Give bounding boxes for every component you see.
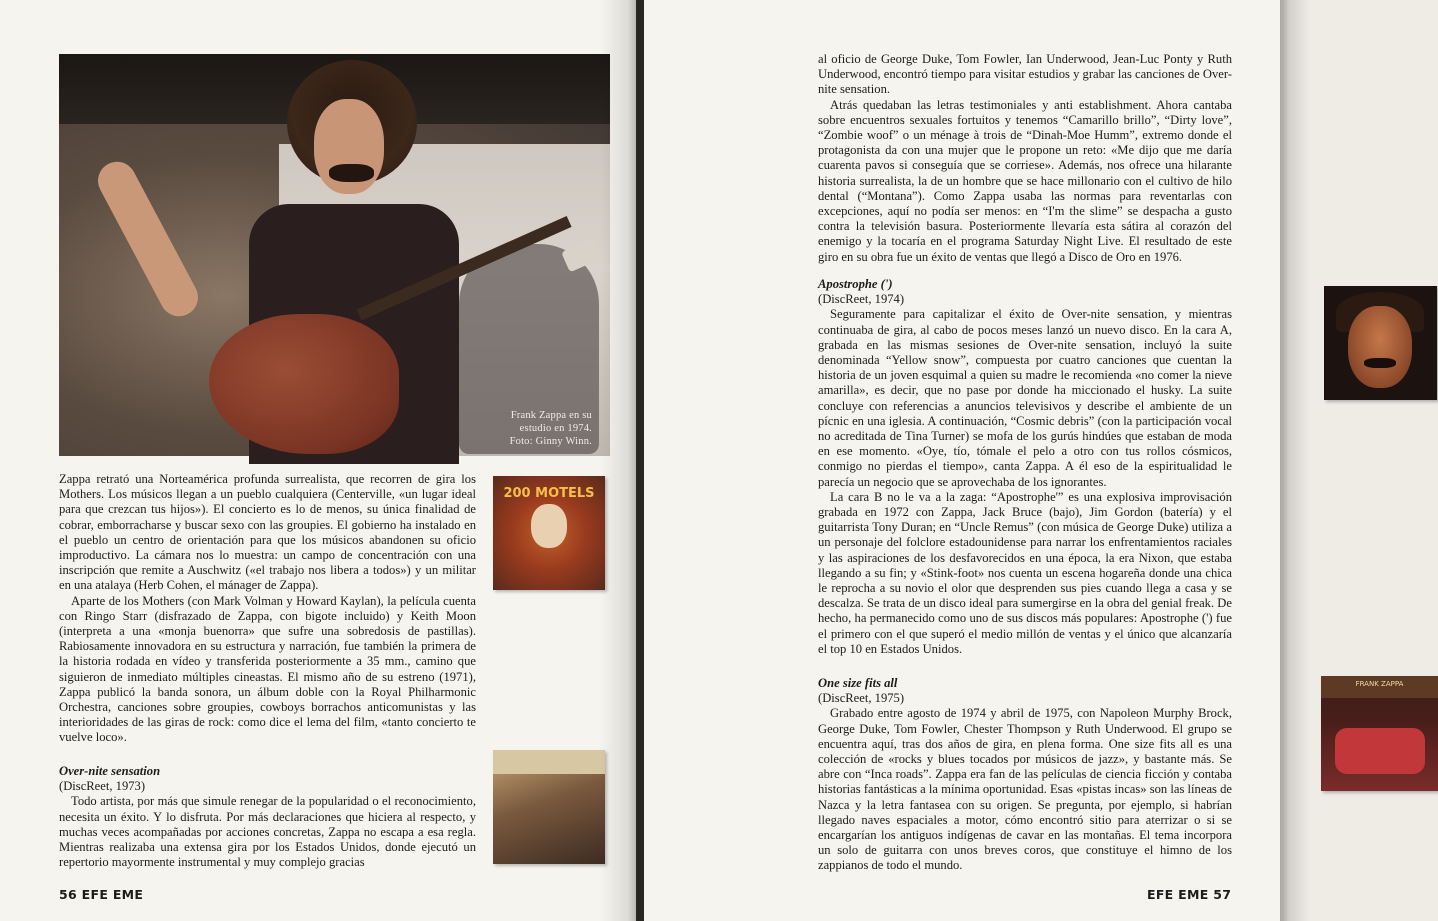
overnite-section <box>59 764 476 870</box>
continuation-paragraph: al oficio de George Duke, Tom Fowler, Ian Underwood, Jean-Luc Ponty y Ruth Underwood, encontró tiempo para visitar estudios y grabar las canciones de Over-nite sensation. <box>818 52 1232 97</box>
book-spine <box>636 0 644 921</box>
section-title: One size fits all <box>818 676 898 690</box>
right-continuation-text <box>818 52 1232 265</box>
album-cover-200-motels: 200 MOTELS <box>493 476 605 590</box>
left-page <box>0 0 640 921</box>
section-label: (DiscReet, 1973) <box>59 779 146 794</box>
section-paragraph: Todo artista, por más que simule renegar de la popularidad o el reconocimiento, necesita un éxito. Y lo disfruta. Por más declaraciones que hiciera al respecto, y muchas veces acompañadas por acciones concretas, Zappa no escapa a esa regla. Mientras realizaba una extensa gira por los Estados Unidos, donde ejecutó un repertorio mayormente instrumental y muy complejo gracias <box>59 794 476 870</box>
right-page <box>640 0 1404 921</box>
section-label: (DiscReet, 1975) <box>818 691 905 706</box>
page-number-left: 56 EFE EME <box>59 887 144 902</box>
section-paragraph: Seguramente para capitalizar el éxito de Over-nite sensation, y mientras continuaba de gira, al cabo de pocos meses lanzó un nuevo disco. En la cara A, grabada en las mismas sesiones de Over-nite sensation, incluyó la suite denominada “Yellow snow”, compuesta por cuatro canciones que cuentan la historia de un joven esquimal a quien su madre le recomienda «no comer la nieve amarilla», es decir, que no pase por donde ha miccionado el husky. La suite concluye con referencias a anuncios televisivos y describe el ambiente de un pícnic en una iglesia. A continuación, “Cosmic debris” (con la participación vocal no acreditada de Tina Turner) se mofa de los gurús hindúes que estaban de moda en ese momento. «Oye, tío, tómale el pelo a otro con tus rollos cósmicos, conmigo no pierdas el tiempo», canta Zappa. A él eso de la espiritualidad le parecía un negocio que se aprovechaba de los ignorantes. <box>818 307 1232 489</box>
section-label: (DiscReet, 1974) <box>818 292 905 307</box>
zappa-photo <box>59 54 610 456</box>
photo-caption: Frank Zappa en su estudio en 1974. Foto: Ginny Winn. <box>509 410 592 447</box>
apostrophe-section <box>818 277 1232 657</box>
section-paragraph: Grabado entre agosto de 1974 y abril de 1975, con Napoleon Murphy Brock, George Duke, Tom Fowler, Chester Thompson y Ruth Underwood. El grupo se encuentra aquí, tras dos años de gira, en plena forma. One size fits all es una colección de «rocks y blues tocados por músicos de jazz», y bastante más. Se abre con “Inca roads”. Zappa era fan de las películas de ciencia ficción y contaba historias fantásticas a la mínima oportunidad. Esas «pistas incas» son las líneas de Nazca y la letra fantasea con su origen. Se pregunta, por ejemplo, si habrían llegado naves espaciales a motor, cómo encontró sitio para aterrizar o si se encargarían los antiguos indígenas de cavar en las montañas. El tema incorpora un solo de guitarra con unos breves coros, que constituye el himno de los zappianos de todo el mundo. <box>818 706 1232 873</box>
section-paragraph: La cara B no le va a la zaga: “Apostrophe'” es una explosiva improvisación grabada en 1972 con Zappa, Jack Bruce (bajo), Jim Gordon (batería) y el guitarrista Tony Duran; en “Uncle Remus” (con música de George Duke) utiliza a un personaje del folclore estadounidense para narrar los enfrentamientos raciales y las aspiraciones de los desfavorecidos en una época, la era Nixon, que estaba llegando a su fin; y «Stink-foot» nos cuenta un escena hogareña donde una chica le reprocha a su novio el olor que desprenden sus pies cuando llega a casa y se descalza. Se trata de un disco ideal para sumergirse en la obra del genial freak. De hecho, ha permanecido como uno de sus discos más populares: Apostrophe (') fue el primero con el que superó el medio millón de ventas y el único que alcanzaría el top 10 en Estados Unidos. <box>818 489 1232 656</box>
intro-paragraph: Aparte de los Mothers (con Mark Volman y Howard Kaylan), la película cuenta con Ringo Starr (disfrazado de Zappa, con bigote incluido) y Keith Moon (interpreta a una «monja buenorra» que sufre una sobredosis de pastillas). Rabiosamente innovadora en su estructura y narración, fue también la primera de la historia rodada en vídeo y transferida posteriormente a 35 mm., camino que siguieron de inmediato múltiples cineastas. El mismo año de su estreno (1971), Zappa publicó la banda sonora, un álbum doble con la Royal Philharmonic Orchestra, canciones sobre groupies, cowboys borrachos anticomunistas y las interioridades de las giras de rock: como dice el lema del film, «tanto concierto te vuelve loco». <box>59 593 476 745</box>
album-cover-over-nite-sensation <box>493 750 605 864</box>
section-title: Apostrophe (') <box>818 277 893 291</box>
section-title: Over-nite sensation <box>59 764 161 778</box>
continuation-paragraph: Atrás quedaban las letras testimoniales y anti establishment. Ahora cantaba sobre encuentros sexuales fortuitos y tenemos “Camarillo brillo”, “Dirty love”, “Zombie woof” o un ménage à trois de “Dinah-Moe Humm”, extremo donde el protagonista da con una mujer que le propone un reto: «Me dijo que me daría cuarenta pavos si conseguía que se corriese». Además, nos ofrece una hilarante historia surrealista, la de un hombre que se hace millonario con el cultivo de hilo dental (“Montana”). Como Zappa usaba las normas para reventarlas con excepciones, aquí no podía ser menos: en “I'm the slime” se despacha a gusto contra la televisión basura. Posteriormente llevaría esta sátira al corazón del enemigo y la tocaría en el programa Saturday Night Live. El resultado de este giro en su obra fue un éxito de ventas que llegó a Disco de Oro en 1976. <box>818 97 1232 264</box>
intro-paragraph: Zappa retrató una Norteamérica profunda surrealista, que recorren de gira los Mothers. Los músicos llegan a un pueblo cualquiera (Centerville, «un lugar ideal para que crezcan tus hijos»). El concierto es lo de menos, su única finalidad de cobrar, emborracharse y buscar sexo con las groupies. El gobierno ha instalado en el pueblo un centro de orientación para que los músicos abandonen su oficio improductivo. La cámara nos lo muestra: un campo de concentración con una inscripción que remite a Auschwitz («el trabajo nos libera a todos») y un militar en una atalaya (Herb Cohen, el mánager de Zappa). <box>59 472 476 593</box>
onesize-section <box>818 676 1232 874</box>
page-number-right: EFE EME 57 <box>1147 887 1232 902</box>
album-cover-apostrophe <box>1324 286 1437 400</box>
left-intro-text <box>59 472 476 746</box>
album-cover-one-size-fits-all: FRANK ZAPPA <box>1321 676 1438 791</box>
